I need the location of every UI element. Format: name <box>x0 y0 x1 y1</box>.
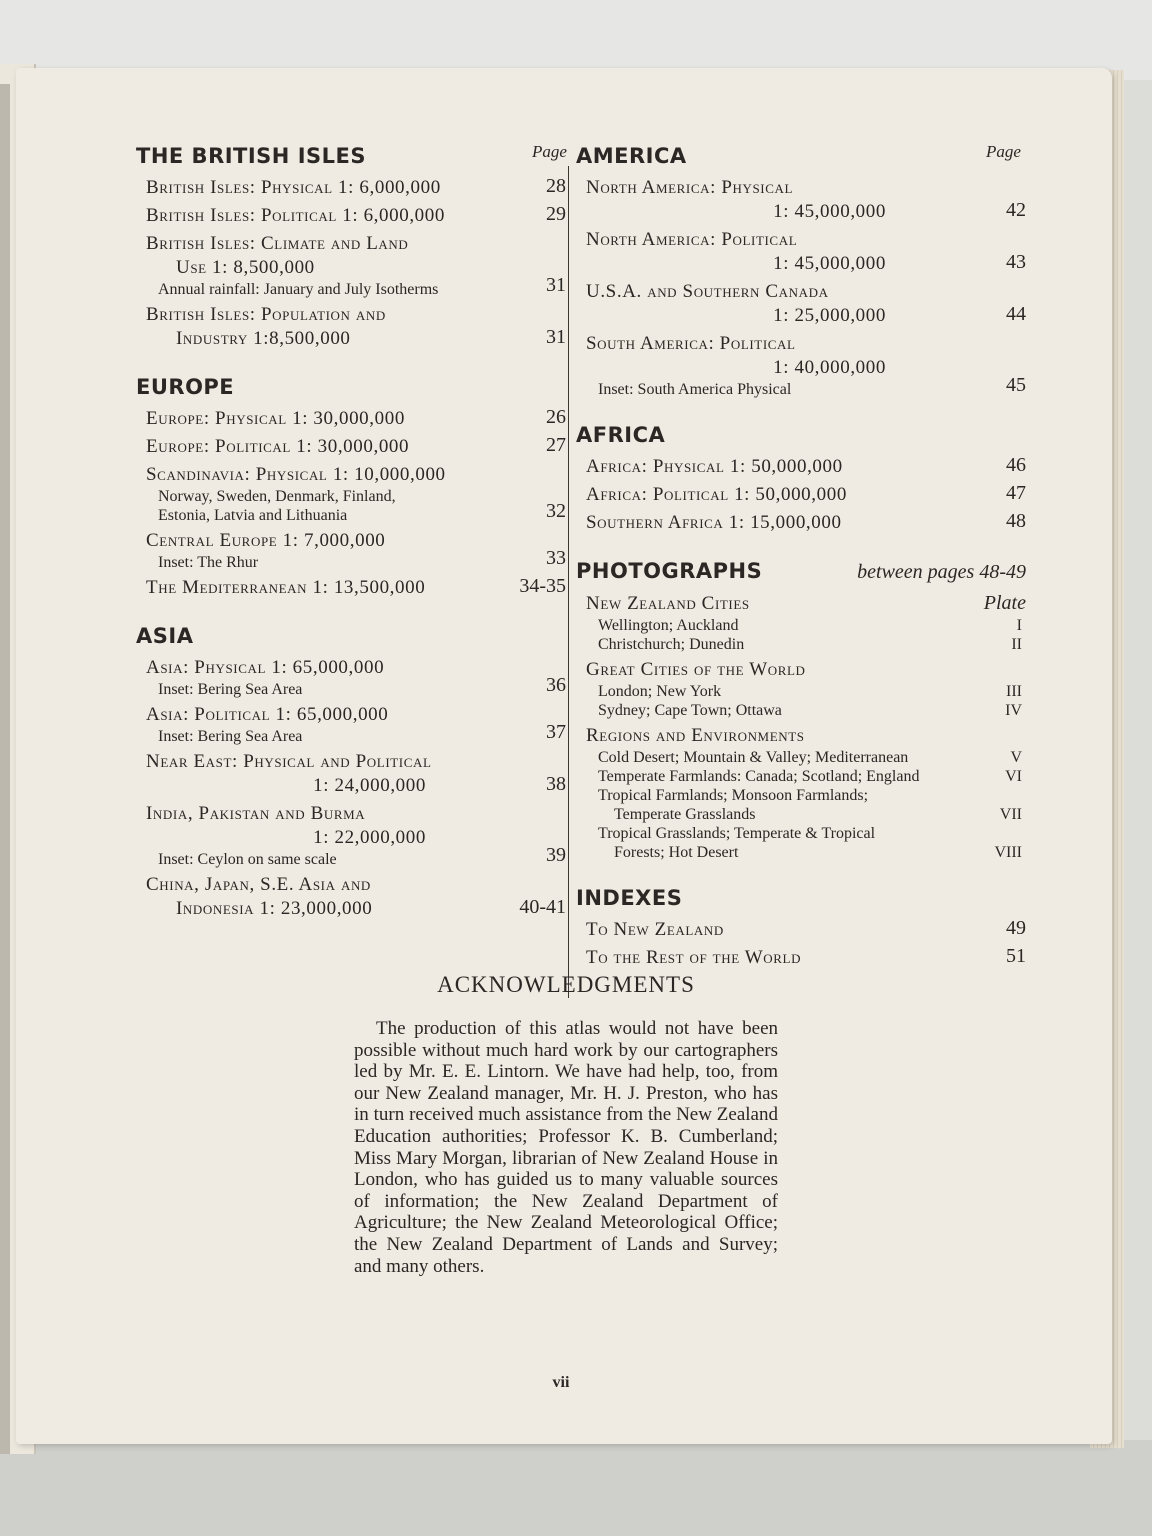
page-column-label-right: Page <box>986 142 1021 161</box>
entry-page-number: 42 <box>1006 199 1026 221</box>
photo-group-title: New Zealand Cities <box>586 593 750 614</box>
entry-page-number: 47 <box>1006 482 1026 504</box>
contents-entry <box>576 483 1026 507</box>
contents-entry <box>136 232 566 299</box>
contents-right-column <box>576 144 1026 994</box>
entry-title-line: U.S.A. and Southern Canada <box>586 281 829 302</box>
photo-group <box>576 724 1026 862</box>
entry-title <box>146 873 566 921</box>
entry-subtitle: Inset: The Rhur <box>158 554 259 571</box>
contents-entry <box>136 463 566 525</box>
acknowledgments-body: The production of this atlas would not have been possible without much hard work by our cartographers led by Mr. E. E. Lintorn. We have had help, too, from our New Zealand manager, Mr. H. J. Preston, who has in turn received much assistance from the New Zealand Education authorities; Professor K. B. Cumberland; Miss Mary Morgan, librarian of New Zealand House in London, who has guided us to many valuable sources of information; the New Zealand Department of Agriculture; the New Zealand Meteorological Office; the New Zealand Department of Lands and Survey; and many others. <box>354 1018 778 1277</box>
contents-entry <box>136 204 566 228</box>
contents-entry <box>576 918 1026 942</box>
plate-number: II <box>1011 636 1022 653</box>
photo-row-text: Wellington; Auckland <box>598 617 739 634</box>
entry-title <box>146 750 566 798</box>
entry-title <box>586 280 1026 328</box>
entry-title: Africa: Political 1: 50,000,000 <box>586 484 847 505</box>
contents-entry <box>576 946 1026 970</box>
contents-entry <box>136 802 566 869</box>
entry-title-line: British Isles: Population and <box>146 304 386 325</box>
entry-page-number: 38 <box>546 773 566 795</box>
entry-title-line: South America: Political <box>586 333 796 354</box>
entry-page-number: 39 <box>546 844 566 866</box>
photo-row-text: Christchurch; Dunedin <box>598 636 745 653</box>
entry-page-number: 49 <box>1006 917 1026 939</box>
photo-row <box>586 701 1026 720</box>
acknowledgments-title: ACKNOWLEDGMENTS <box>437 972 695 997</box>
photo-row-text: Tropical Grasslands; Temperate & Tropical <box>598 825 876 842</box>
photo-row-text: Cold Desert; Mountain & Valley; Mediterranean <box>598 749 909 766</box>
contents-entry <box>136 656 566 699</box>
entry-subtitle: Inset: Bering Sea Area <box>158 728 303 745</box>
plate-number <box>1022 824 1026 843</box>
page-column-label-left: Page <box>532 142 567 161</box>
contents-entry <box>136 176 566 200</box>
contents-entry <box>136 529 566 572</box>
section-title: THE BRITISH ISLES <box>136 144 366 168</box>
entry-title: Scandinavia: Physical 1: 10,000,000 <box>146 464 446 485</box>
entry-title <box>586 228 1026 276</box>
section-title: AFRICA <box>576 423 666 447</box>
entry-title-line: 1: 40,000,000 <box>773 357 886 378</box>
entry-page-number: 31 <box>546 274 566 296</box>
entry-subtitle: Inset: South America Physical <box>598 381 792 398</box>
photo-row-text: Forests; Hot Desert <box>614 844 739 861</box>
contents-section <box>576 144 1026 399</box>
photo-row <box>586 635 1026 654</box>
plate-number: I <box>1016 617 1022 634</box>
photo-row <box>586 843 1026 862</box>
entry-title: Central Europe 1: 7,000,000 <box>146 530 386 551</box>
contents-entry <box>136 576 566 600</box>
plate-number: VIII <box>994 844 1022 861</box>
contents-entry <box>576 511 1026 535</box>
photo-row <box>586 767 1026 786</box>
entry-title: Europe: Political 1: 30,000,000 <box>146 436 410 457</box>
entry-title: Asia: Political 1: 65,000,000 <box>146 704 389 725</box>
photographs-section <box>576 559 1026 862</box>
photographs-note: between pages 48-49 <box>857 561 1026 583</box>
plate-number: V <box>1010 749 1022 766</box>
entry-title-line: China, Japan, S.E. Asia and <box>146 874 371 895</box>
entry-title-line: British Isles: Climate and Land <box>146 233 409 254</box>
entry-title-line: North America: Political <box>586 229 798 250</box>
contents-entry <box>136 435 566 459</box>
entry-page-number: 33 <box>546 547 566 569</box>
column-divider <box>568 166 569 998</box>
entry-subtitle: Inset: Ceylon on same scale <box>158 851 337 868</box>
contents-entry <box>576 455 1026 479</box>
entry-title-line: Indonesia 1: 23,000,000 <box>176 898 373 919</box>
entry-title-line: North America: Physical <box>586 177 794 198</box>
entry-page-number: 32 <box>546 500 566 522</box>
entry-page-number: 48 <box>1006 510 1026 532</box>
photo-row <box>586 805 1026 824</box>
entry-subtitle: Inset: Bering Sea Area <box>158 681 303 698</box>
contents-entry <box>136 407 566 431</box>
photo-group <box>576 592 1026 654</box>
contents-entry <box>136 750 566 798</box>
photo-row <box>586 682 1026 701</box>
photo-group-header <box>586 592 1026 616</box>
entry-page-number: 46 <box>1006 454 1026 476</box>
entry-page-number: 37 <box>546 721 566 743</box>
entry-title-line: 1: 22,000,000 <box>313 827 426 848</box>
entry-title: Southern Africa 1: 15,000,000 <box>586 512 842 533</box>
entry-title-line: Near East: Physical and Political <box>146 751 432 772</box>
plate-label: Plate <box>983 592 1026 614</box>
entry-subtitle: Norway, Sweden, Denmark, Finland, <box>158 488 396 505</box>
plate-number <box>1022 786 1026 805</box>
section-title: INDEXES <box>576 886 683 910</box>
photo-group-title: Great Cities of the World <box>586 659 806 680</box>
photo-group-header <box>586 658 1026 682</box>
photo-row-text: Temperate Grasslands <box>614 806 756 823</box>
page-number: vii <box>552 1374 570 1391</box>
entry-title-line: 1: 24,000,000 <box>313 775 426 796</box>
entry-title <box>146 303 566 351</box>
contents-section <box>136 144 566 351</box>
entry-title-line: Use 1: 8,500,000 <box>176 257 315 278</box>
entry-title <box>586 176 1026 224</box>
entry-title <box>586 332 1026 380</box>
entry-subtitle: Estonia, Latvia and Lithuania <box>158 507 348 524</box>
entry-page-number: 27 <box>546 434 566 456</box>
entry-title-line: 1: 45,000,000 <box>773 253 886 274</box>
entry-title: Asia: Physical 1: 65,000,000 <box>146 657 385 678</box>
plate-number: IV <box>1005 702 1022 719</box>
entry-page-number: 28 <box>546 175 566 197</box>
contents-left-column <box>136 144 566 945</box>
photo-row <box>586 748 1026 767</box>
contents-entry <box>576 228 1026 276</box>
entry-page-number: 34-35 <box>519 575 566 597</box>
entry-title: British Isles: Physical 1: 6,000,000 <box>146 177 441 198</box>
photo-row-text: Sydney; Cape Town; Ottawa <box>598 702 782 719</box>
contents-entry <box>576 332 1026 399</box>
contents-entry <box>136 873 566 921</box>
contents-entry <box>576 176 1026 224</box>
photo-group-header <box>586 724 1026 748</box>
photo-row-text: Temperate Farmlands: Canada; Scotland; England <box>598 768 920 785</box>
photo-row-text: London; New York <box>598 683 722 700</box>
entry-title <box>146 232 566 280</box>
entry-page-number: 51 <box>1006 945 1026 967</box>
contents-entry <box>136 703 566 746</box>
entry-title <box>146 802 566 850</box>
entry-title: Africa: Physical 1: 50,000,000 <box>586 456 843 477</box>
entry-page-number: 45 <box>1006 374 1026 396</box>
entry-title-line: India, Pakistan and Burma <box>146 803 366 824</box>
contents-section <box>576 423 1026 535</box>
photo-group-title: Regions and Environments <box>586 725 805 746</box>
entry-subtitle: Annual rainfall: January and July Isotherms <box>158 281 439 298</box>
section-title: EUROPE <box>136 375 235 399</box>
section-title: AMERICA <box>576 144 687 168</box>
entry-page-number: 36 <box>546 674 566 696</box>
contents-entry <box>576 280 1026 328</box>
photo-row-text: Tropical Farmlands; Monsoon Farmlands; <box>598 787 869 804</box>
entry-title: British Isles: Political 1: 6,000,000 <box>146 205 445 226</box>
section-title: ASIA <box>136 624 194 648</box>
table-surface <box>0 1440 1152 1536</box>
photo-row <box>586 786 1026 805</box>
book-page <box>16 68 1112 1444</box>
entry-page-number: 44 <box>1006 303 1026 325</box>
photographs-title: PHOTOGRAPHS <box>576 559 763 583</box>
entry-title-line: 1: 25,000,000 <box>773 305 886 326</box>
entry-page-number: 43 <box>1006 251 1026 273</box>
plate-number: VI <box>1005 768 1022 785</box>
entry-page-number: 31 <box>546 326 566 348</box>
entry-title-line: Industry 1:8,500,000 <box>176 328 351 349</box>
contents-entry <box>136 303 566 351</box>
photo-group <box>576 658 1026 720</box>
entry-title: To New Zealand <box>586 919 724 940</box>
photo-row <box>586 824 1026 843</box>
entry-title: To the Rest of the World <box>586 947 802 968</box>
section-title <box>576 559 1026 584</box>
photo-row <box>586 616 1026 635</box>
entry-page-number: 40-41 <box>519 896 566 918</box>
entry-title-line: 1: 45,000,000 <box>773 201 886 222</box>
plate-number: VII <box>999 806 1022 823</box>
contents-section <box>136 624 566 921</box>
entry-page-number: 29 <box>546 203 566 225</box>
contents-section <box>136 375 566 600</box>
entry-title: The Mediterranean 1: 13,500,000 <box>146 577 426 598</box>
entry-page-number: 26 <box>546 406 566 428</box>
entry-title: Europe: Physical 1: 30,000,000 <box>146 408 405 429</box>
contents-section <box>576 886 1026 970</box>
plate-number: III <box>1006 683 1022 700</box>
